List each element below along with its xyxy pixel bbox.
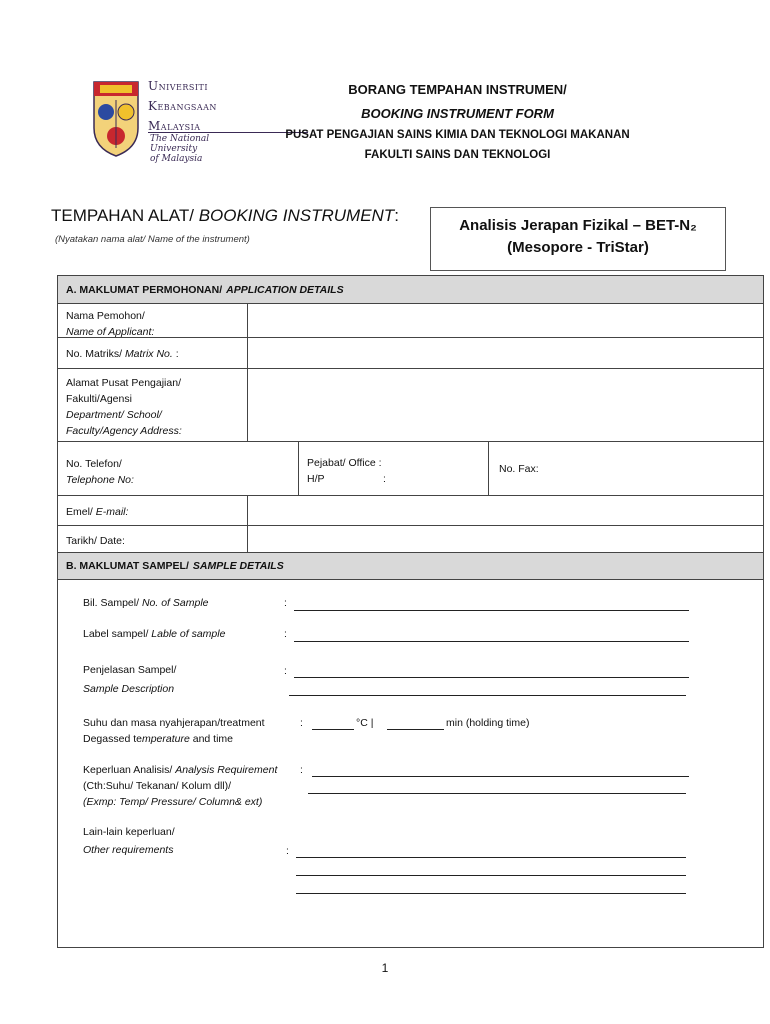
analysis-req-label-line2: (Cth:Suhu/ Tekanan/ Kolum dll)/ [83, 780, 232, 792]
degas-label-line2-part1: Degassed te [83, 733, 142, 745]
address-label-line1: Alamat Pusat Pengajian/ [66, 377, 181, 389]
faculty-name: FAKULTI SAINS DAN TEKNOLOGI [364, 149, 551, 161]
phone-row [58, 442, 763, 496]
degas-label-line1: Suhu dan masa nyahjerapan/treatment [83, 717, 265, 729]
instrument-heading-en: BOOKING INSTRUMENT [198, 206, 395, 225]
other-req-label [83, 824, 175, 858]
office-label: Pejabat/ Office : [307, 457, 382, 469]
form-title-ms: BORANG TEMPAHAN INSTRUMEN/ [348, 82, 567, 97]
matrix-label-en: Matrix No. [124, 348, 173, 360]
date-label: Tarikh/ Date: [58, 526, 248, 552]
degas-temp-unit: °C | [356, 717, 374, 729]
sample-count-label [83, 595, 209, 611]
other-req-input-line3[interactable] [296, 893, 686, 894]
email-field[interactable] [248, 496, 763, 525]
analysis-req-label [83, 762, 277, 810]
email-label [58, 496, 248, 525]
analysis-req-colon: : [300, 764, 303, 776]
other-req-colon: : [286, 845, 289, 857]
applicant-label [58, 304, 248, 337]
analysis-req-input-line1[interactable] [312, 776, 689, 777]
address-field[interactable] [248, 369, 763, 441]
applicant-field[interactable] [248, 304, 763, 337]
sample-desc-label [83, 662, 176, 697]
analysis-req-label-line1 [83, 762, 277, 778]
phone-label [58, 442, 299, 495]
degas-time-unit: min (holding time) [446, 717, 530, 729]
analysis-req-label-line3: (Exmp: Temp/ Pressure/ Column& ext) [83, 796, 263, 808]
section-b-heading-ms: B. MAKLUMAT SAMPEL/ [66, 560, 189, 572]
email-row [58, 496, 763, 526]
analysis-req-label-en: Analysis Requirement [175, 764, 278, 776]
degas-time-input[interactable] [387, 729, 444, 730]
instrument-name-line1: Analisis Jerapan Fizikal – BET-N₂ [459, 217, 697, 234]
degas-label-line2-part3: and time [189, 733, 234, 745]
section-b-heading-en: SAMPLE DETAILS [192, 560, 284, 572]
matrix-label-colon: : [172, 348, 179, 360]
instrument-heading-colon: : [394, 206, 399, 225]
hp-colon: : [383, 473, 386, 485]
degas-temp-input[interactable] [312, 729, 354, 730]
instrument-heading [51, 206, 399, 226]
logo-name-line2: Kebangsaan [148, 99, 217, 113]
other-req-input-line2[interactable] [296, 875, 686, 876]
form-title-en: BOOKING INSTRUMENT FORM [361, 106, 554, 121]
hp-line [307, 471, 488, 487]
degas-label-line2-part2: mperature [141, 733, 190, 745]
section-a-heading-ms: A. MAKLUMAT PERMOHONAN/ [66, 283, 223, 296]
degas-label-line2 [83, 731, 265, 747]
analysis-req-input-line2[interactable] [308, 793, 686, 794]
other-req-label-ms: Lain-lain keperluan/ [83, 826, 175, 838]
matrix-field[interactable] [248, 338, 763, 368]
office-hp-field[interactable] [299, 442, 489, 495]
instrument-subtitle: (Nyatakan nama alat/ Name of the instrument) [55, 234, 250, 245]
date-row [58, 526, 763, 553]
sample-count-label-ms: Bil. Sampel/ [83, 597, 142, 609]
sample-label-label-en: Lable of sample [151, 628, 226, 640]
sample-count-label-en: No. of Sample [141, 597, 209, 609]
sample-desc-colon: : [284, 665, 287, 677]
email-label-en: E-mail: [95, 506, 129, 518]
sample-label-colon: : [284, 628, 287, 640]
instrument-heading-ms: TEMPAHAN ALAT/ [51, 206, 199, 225]
analysis-req-label-ms: Keperluan Analisis/ [83, 764, 176, 776]
date-field[interactable] [248, 526, 763, 552]
matrix-label [58, 338, 248, 368]
address-label-line2: Fakulti/Agensi [66, 393, 132, 405]
fax-field[interactable] [489, 442, 763, 495]
sample-label-label [83, 626, 225, 642]
degas-label [83, 715, 265, 747]
applicant-row [58, 304, 763, 338]
page-number: 1 [381, 961, 389, 975]
applicant-label-ms: Nama Pemohon/ [66, 310, 145, 322]
sample-desc-label-en: Sample Description [83, 683, 175, 695]
other-req-input-line1[interactable] [296, 857, 686, 858]
booking-form [57, 275, 764, 948]
logo-name-line1: Universiti [148, 79, 209, 93]
instrument-name-box [430, 207, 726, 271]
ukm-crest-icon [92, 78, 140, 158]
hp-label: H/P [307, 473, 325, 485]
matrix-row [58, 338, 763, 369]
degas-colon: : [300, 717, 303, 729]
section-a-heading-en: APPLICATION DETAILS [226, 283, 344, 296]
address-label-line4: Faculty/Agency Address: [66, 425, 182, 437]
section-b-heading [58, 553, 763, 580]
logo-tagline-line1: The National University [150, 134, 210, 154]
logo-tagline-line2: of Malaysia [150, 154, 203, 164]
other-req-label-en: Other requirements [83, 844, 174, 856]
phone-label-ms: No. Telefon/ [66, 458, 122, 470]
sample-desc-input-line2[interactable] [289, 695, 686, 696]
centre-name: PUSAT PENGAJIAN SAINS KIMIA DAN TEKNOLOGI MAKANAN [285, 129, 630, 141]
address-label [58, 369, 248, 441]
sample-label-label-ms: Label sampel/ [83, 628, 152, 640]
email-label-ms: Emel/ [66, 506, 96, 518]
matrix-label-ms: No. Matriks/ [66, 348, 123, 360]
sample-desc-label-ms: Penjelasan Sampel/ [83, 664, 177, 676]
sample-label-input[interactable] [294, 641, 689, 642]
sample-count-input[interactable] [294, 610, 689, 611]
applicant-label-en: Name of Applicant: [66, 326, 155, 338]
university-logo [90, 76, 255, 164]
instrument-name-line2: (Mesopore - TriStar) [507, 239, 649, 256]
address-row [58, 369, 763, 442]
fax-label: No. Fax: [499, 463, 539, 475]
section-a-heading [58, 276, 763, 304]
phone-label-en: Telephone No: [66, 474, 134, 486]
sample-count-colon: : [284, 597, 287, 609]
address-label-line3: Department/ School/ [66, 409, 162, 421]
sample-desc-input-line1[interactable] [294, 677, 689, 678]
logo-name-line3: Malaysia [148, 119, 201, 133]
